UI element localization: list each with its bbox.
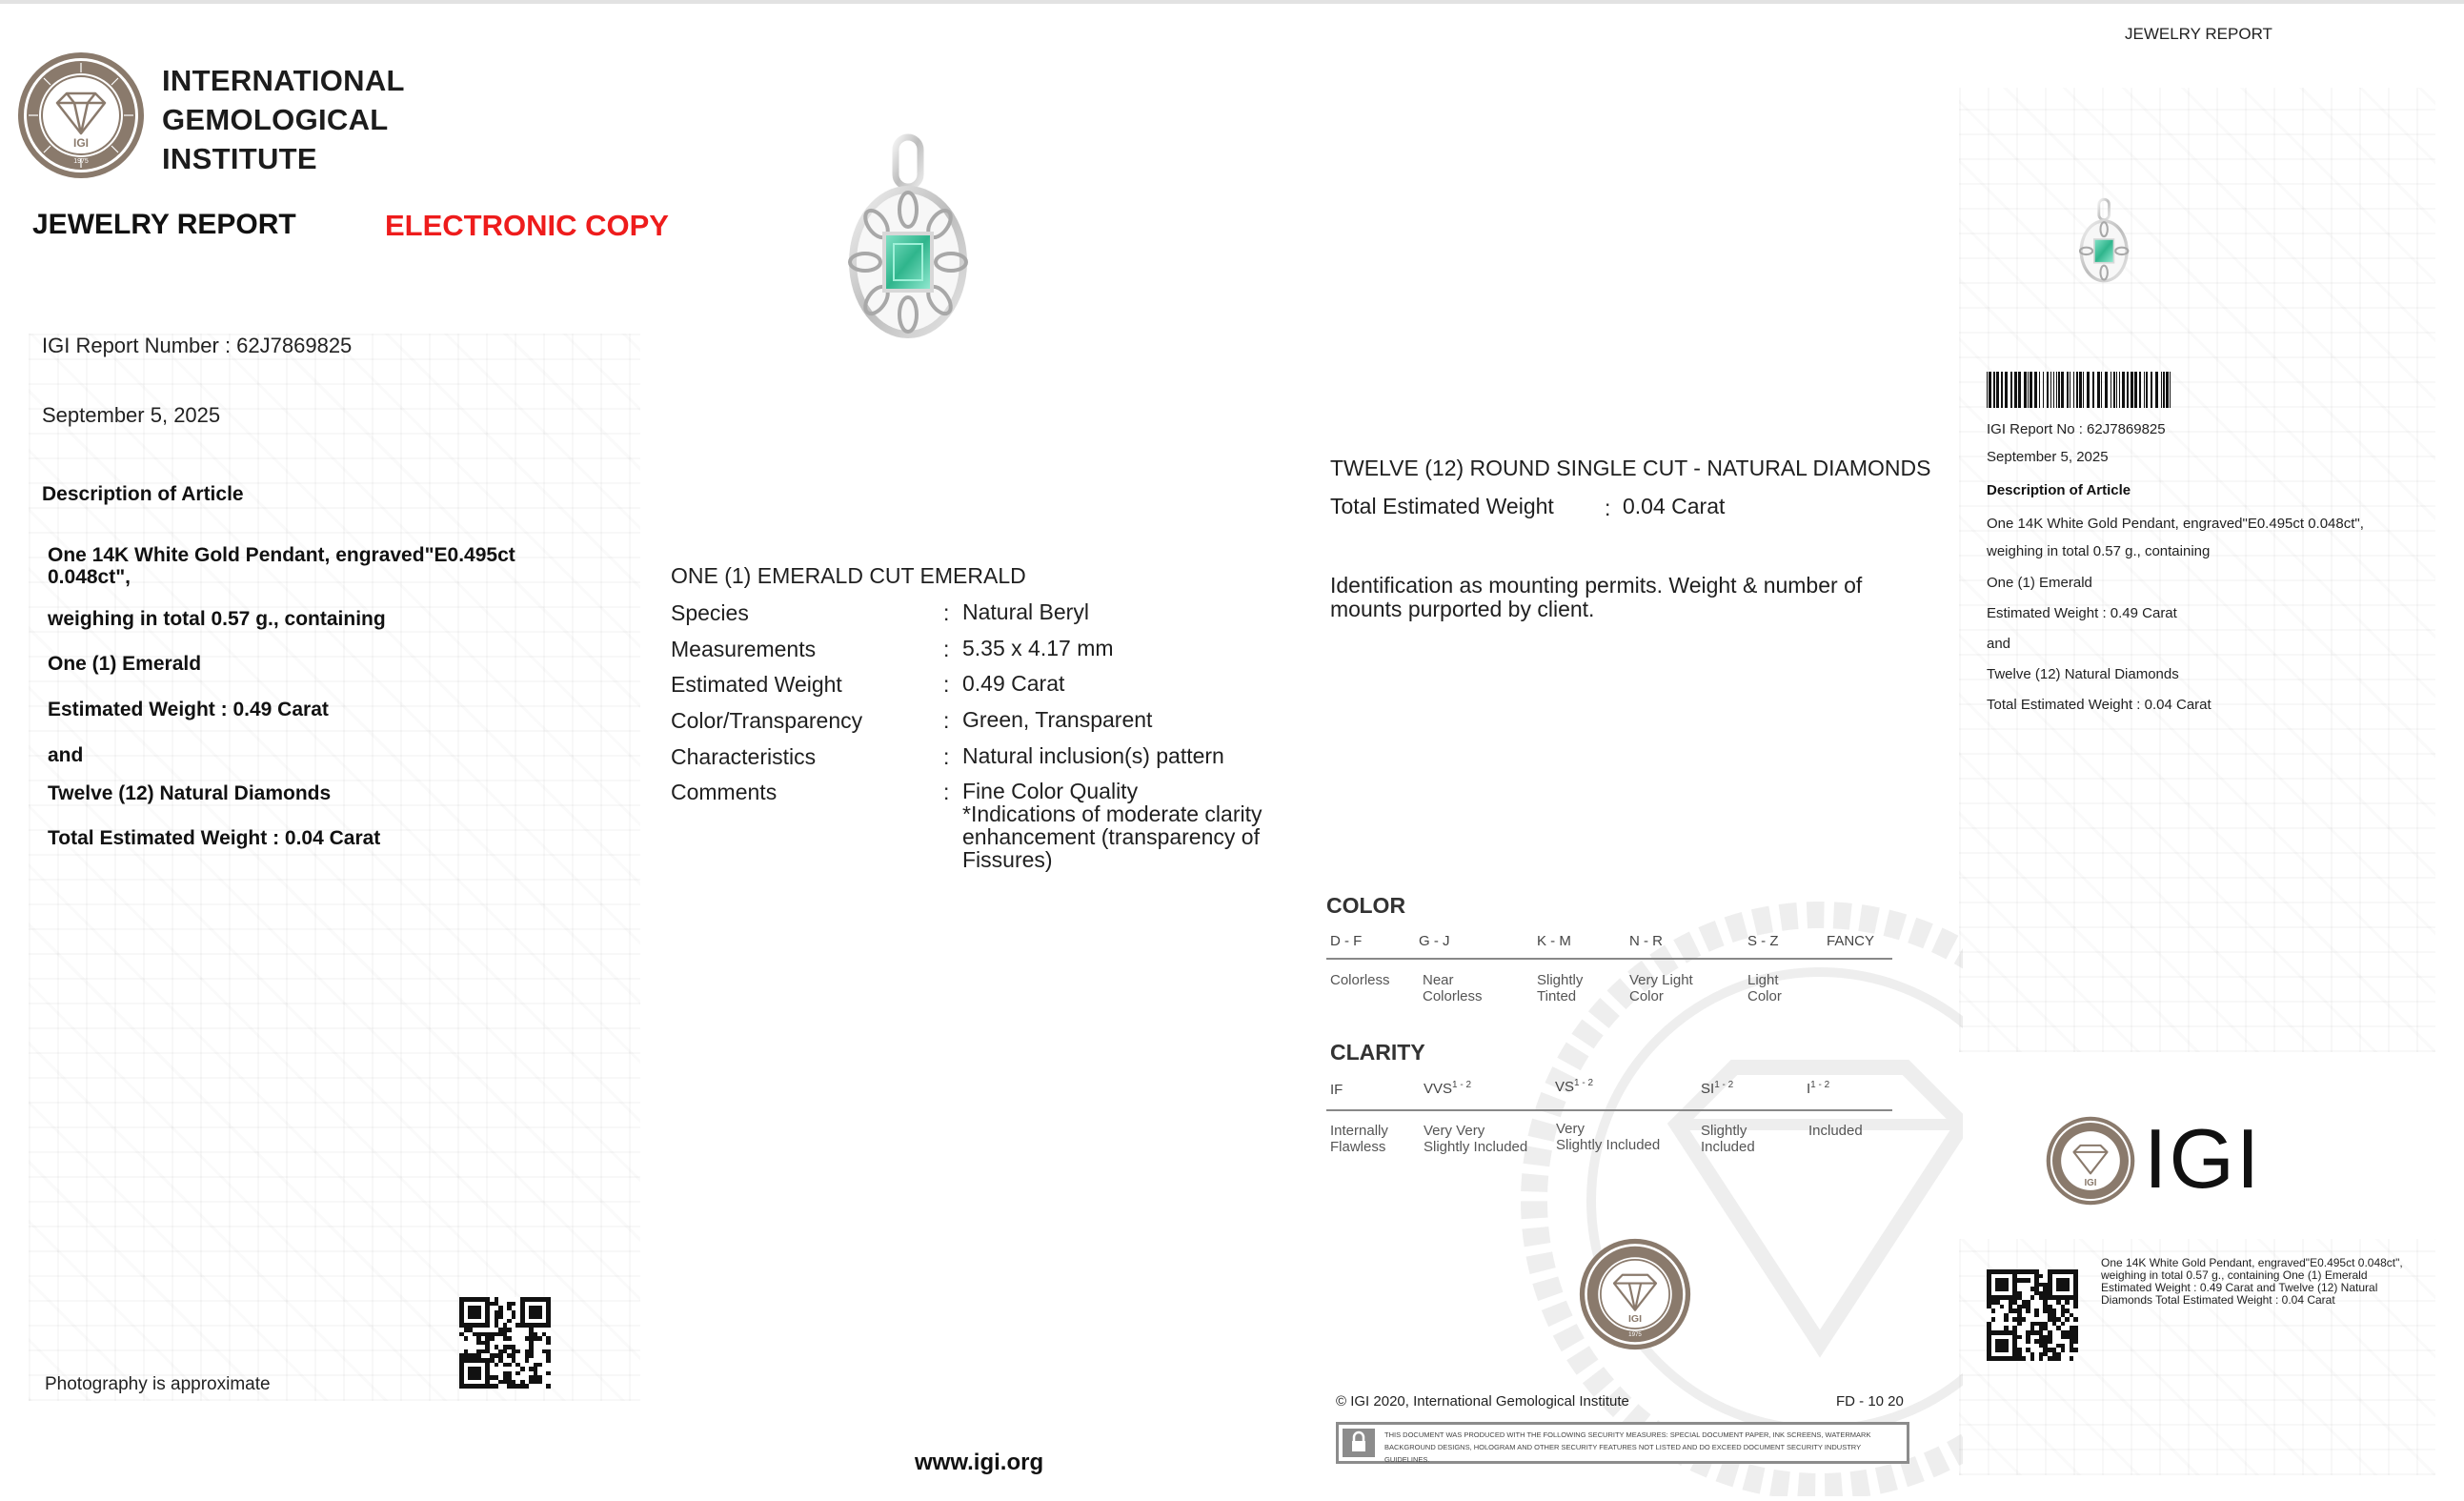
spec-colon: : (943, 600, 950, 625)
clarity-code: VVS$^{1 - 2}$ (1424, 1080, 1472, 1097)
card-description-line: Total Estimated Weight : 0.04 Carat (1987, 697, 2212, 713)
description-line: and (48, 744, 84, 766)
spec-value: Natural inclusion(s) pattern (962, 743, 1224, 768)
clarity-description: Very Slightly Included (1556, 1121, 1661, 1153)
card-date: September 5, 2025 (1987, 449, 2109, 465)
color-description: Near Colorless (1423, 972, 1483, 1004)
svg-text:1975: 1975 (1628, 1331, 1642, 1339)
clarity-description: Included (1808, 1123, 1863, 1139)
pendant-photo (838, 133, 981, 343)
spec-value: Fine Color Quality *Indications of moderate clarity enhancement (transparency of Fissures) (962, 779, 1262, 872)
description-line: Total Estimated Weight : 0.04 Carat (48, 827, 381, 849)
card-report-number: IGI Report No : 62J7869825 (1987, 421, 2166, 437)
diamonds-weight-label: Total Estimated Weight (1330, 494, 1554, 518)
spec-label: Species (671, 600, 749, 625)
clarity-scale-heading: CLARITY (1330, 1040, 1425, 1065)
website-link[interactable]: www.igi.org (915, 1450, 1044, 1475)
copyright: © IGI 2020, International Gemological Institute (1336, 1393, 1629, 1410)
security-notice-box (1336, 1422, 1909, 1464)
description-line: Twelve (12) Natural Diamonds (48, 782, 332, 804)
report-number: IGI Report Number : 62J7869825 (42, 334, 353, 357)
institute-name-line-3: INSTITUTE (162, 142, 317, 175)
barcode (1987, 372, 2173, 408)
color-description: Slightly Tinted (1537, 972, 1584, 1004)
description-heading: Description of Article (42, 483, 244, 505)
spec-value: 0.49 Carat (962, 671, 1065, 696)
report-date: September 5, 2025 (42, 403, 221, 427)
card-igi-seal (2046, 1116, 2135, 1206)
diamonds-heading: TWELVE (12) ROUND SINGLE CUT - NATURAL DIAMONDS (1330, 456, 1931, 480)
svg-text:IGI: IGI (1627, 1313, 1643, 1326)
spec-label: Characteristics (671, 744, 817, 769)
institute-name (162, 61, 405, 178)
clarity-code: SI$^{1 - 2}$ (1701, 1080, 1734, 1097)
form-code: FD - 10 20 (1836, 1393, 1904, 1410)
svg-text:IGI: IGI (72, 136, 90, 150)
svg-text:IGI: IGI (2084, 1177, 2097, 1188)
spec-colon: : (943, 672, 950, 697)
card-description-line: and (1987, 636, 2011, 652)
card-description-line: weighing in total 0.57 g., containing (1987, 543, 2211, 559)
diamonds-weight-colon: : (1605, 496, 1611, 520)
description-line: Estimated Weight : 0.49 Carat (48, 699, 329, 720)
spec-value: 5.35 x 4.17 mm (962, 636, 1114, 660)
color-code: S - Z (1747, 933, 1779, 949)
spec-colon: : (943, 637, 950, 661)
color-code: G - J (1419, 933, 1450, 949)
card-pendant-photo (2075, 187, 2134, 295)
spec-value: Natural Beryl (962, 599, 1089, 624)
spec-label: Comments (671, 780, 778, 804)
card-igi-logo-text: IGI (2144, 1111, 2262, 1206)
color-description: Light Color (1747, 972, 1782, 1004)
spec-label: Color/Transparency (671, 708, 863, 733)
clarity-description: Internally Flawless (1330, 1123, 1388, 1155)
description-line: One (1) Emerald (48, 653, 202, 675)
card-description-heading: Description of Article (1987, 482, 2131, 498)
clarity-description: Very Very Slightly Included (1424, 1123, 1528, 1155)
color-scale-heading: COLOR (1326, 893, 1406, 918)
photo-note: Photography is approximate (45, 1374, 271, 1394)
clarity-scale-rule (1326, 1109, 1892, 1111)
spec-colon: : (943, 708, 950, 733)
card-qr-code[interactable] (1987, 1269, 2078, 1361)
institute-name-line-2: GEMOLOGICAL (162, 103, 389, 136)
report-title: JEWELRY REPORT (32, 209, 296, 240)
color-code: K - M (1537, 933, 1571, 949)
color-code: N - R (1629, 933, 1663, 949)
diamonds-weight-value: 0.04 Carat (1623, 494, 1726, 518)
card-header: JEWELRY REPORT (2125, 25, 2272, 43)
institute-name-line-1: INTERNATIONAL (162, 64, 405, 97)
electronic-copy-label: ELECTRONIC COPY (385, 209, 669, 242)
qr-code[interactable] (459, 1297, 551, 1389)
igi-seal-stamp (1579, 1238, 1691, 1350)
clarity-description: Slightly Included (1701, 1123, 1755, 1155)
security-notice-text: THIS DOCUMENT WAS PRODUCED WITH THE FOLLOWING SECURITY MEASURES: SPECIAL DOCUMENT PAPER, INK SCREENS, WATERMARK BACKGROUND DESIGNS, HOLOGRAM AND OTHER SECURITY FEATURES NOT LISTED AND DO EXCEED DOCUMENT SECURITY INDUSTRY GUIDELINES. (1384, 1430, 1871, 1464)
svg-text:1975: 1975 (73, 158, 89, 165)
color-code: D - F (1330, 933, 1363, 949)
spec-value: Green, Transparent (962, 707, 1153, 732)
identification-note: Identification as mounting permits. Weight & number of mounts purported by client. (1330, 573, 1863, 621)
description-line: One 14K White Gold Pendant, engraved"E0.495ct (48, 544, 515, 566)
card-summary: One 14K White Gold Pendant, engraved"E0.495ct 0.048ct", weighing in total 0.57 g., containing One (1) Emerald Estimated Weight : 0.49 Carat and Twelve (12) Natural Diamonds Total Estimated Weight : 0.04 Carat (2101, 1256, 2403, 1307)
description-line: 0.048ct", (48, 566, 131, 588)
lock-icon (1343, 1429, 1375, 1457)
spec-label: Measurements (671, 637, 817, 661)
spec-colon: : (943, 744, 950, 769)
right-security-background (1959, 88, 2435, 1052)
emerald-heading: ONE (1) EMERALD CUT EMERALD (671, 563, 1026, 588)
card-description-line: Estimated Weight : 0.49 Carat (1987, 605, 2177, 621)
clarity-code: IF (1330, 1082, 1343, 1098)
color-scale-rule (1326, 958, 1892, 960)
top-border (0, 0, 2464, 4)
spec-label: Estimated Weight (671, 672, 842, 697)
card-description-line: One 14K White Gold Pendant, engraved"E0.495ct 0.048ct", (1987, 516, 2364, 532)
color-code: FANCY (1827, 933, 1875, 949)
card-description-line: Twelve (12) Natural Diamonds (1987, 666, 2179, 682)
color-description: Colorless (1330, 972, 1390, 988)
clarity-code: $I^{1 - 2}$ (1807, 1080, 1830, 1097)
spec-colon: : (943, 780, 950, 804)
card-description-line: One (1) Emerald (1987, 575, 2092, 591)
clarity-code: VS$^{1 - 2}$ (1555, 1078, 1594, 1095)
color-description: Very Light Color (1629, 972, 1693, 1004)
description-line: weighing in total 0.57 g., containing (48, 608, 386, 630)
igi-seal-logo (17, 51, 145, 179)
